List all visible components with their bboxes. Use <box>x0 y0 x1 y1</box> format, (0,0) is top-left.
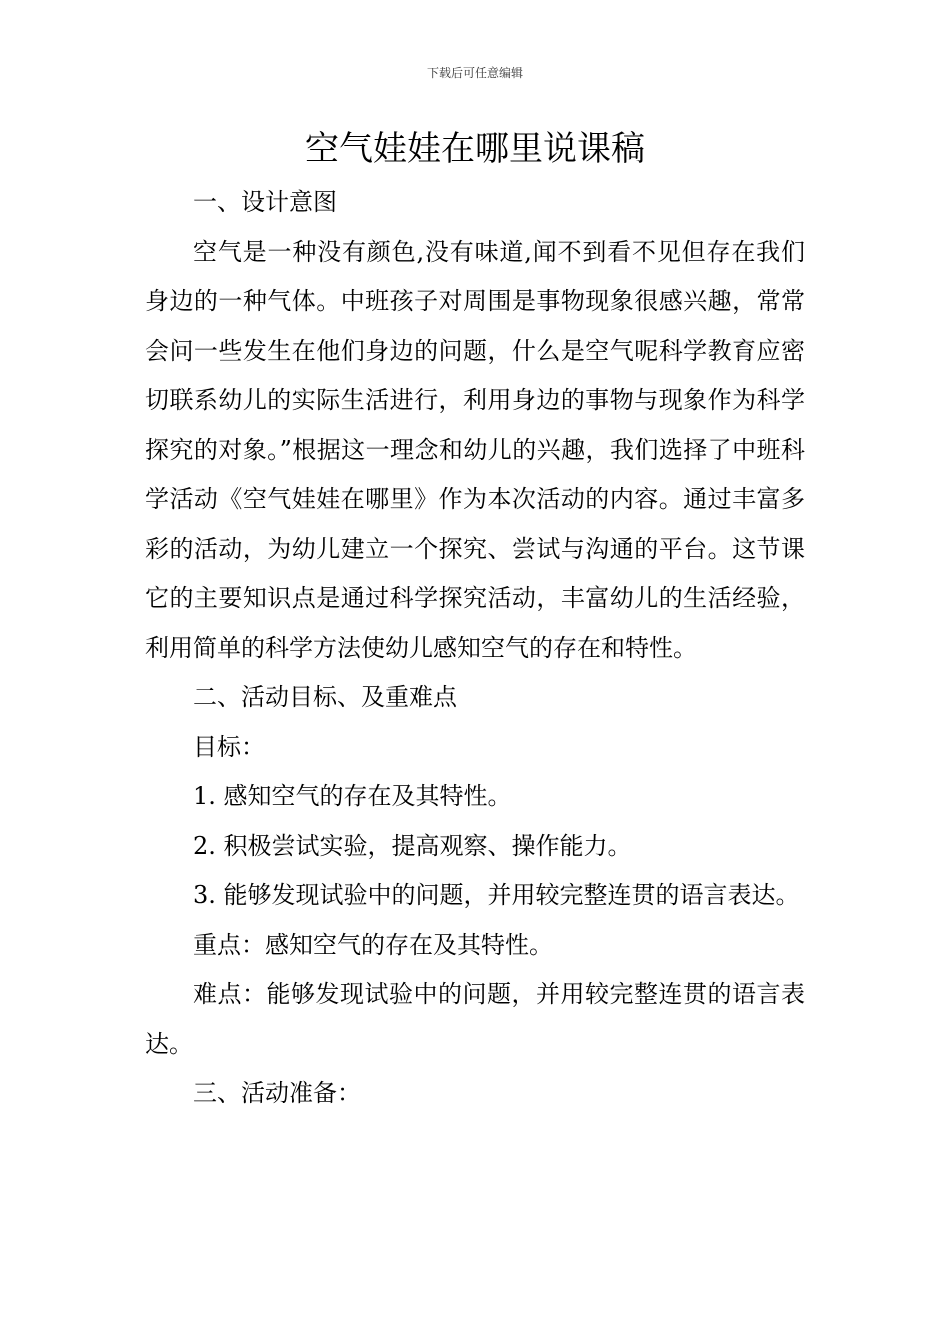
section-heading-design-intent: 一、设计意图 <box>193 188 337 216</box>
objectives-label: 目标： <box>193 732 265 761</box>
objective-item-2: 2. 积极尝试实验，提高观察、操作能力。 <box>193 831 632 860</box>
objective-item-1: 1. 感知空气的存在及其特性。 <box>193 782 512 810</box>
document-title: 空气娃娃在哪里说课稿 <box>305 129 645 169</box>
paragraph-design-intent: 空气是一种没有颜色,没有味道,闻不到看不见但存在我们身边的一种气体。中班孩子对周围是事物现象很感兴趣，常常会问一些发生在他们身边的问题，什么是空气呢科学教育应密切联系幼儿的实际生活进行，利用身边的事物与现象作为科学探究的对象。”根据这一理念和幼儿的兴趣，我们选择了中班科学活动《空气娃娃在哪里》作为本次活动的内容。通过丰富多彩的活动，为幼儿建立一个探究、尝试与沟通的平台。这节课它的主要知识点是通过科学探究活动，丰富幼儿的生活经验，利用简单的科学方法使幼儿感知空气的存在和特性。 <box>145 237 805 662</box>
document-body <box>145 178 805 1119</box>
key-point: 重点：感知空气的存在及其特性。 <box>193 930 553 959</box>
header-note: 下载后可任意编辑 <box>426 66 523 80</box>
objective-item-3: 3. 能够发现试验中的问题，并用较完整连贯的语言表达。 <box>193 881 800 909</box>
section-heading-preparation: 三、活动准备： <box>193 1079 361 1107</box>
difficult-point: 难点：能够发现试验中的问题，并用较完整连贯的语言表达。 <box>145 980 805 1058</box>
section-heading-objectives: 二、活动目标、及重难点 <box>193 683 457 711</box>
